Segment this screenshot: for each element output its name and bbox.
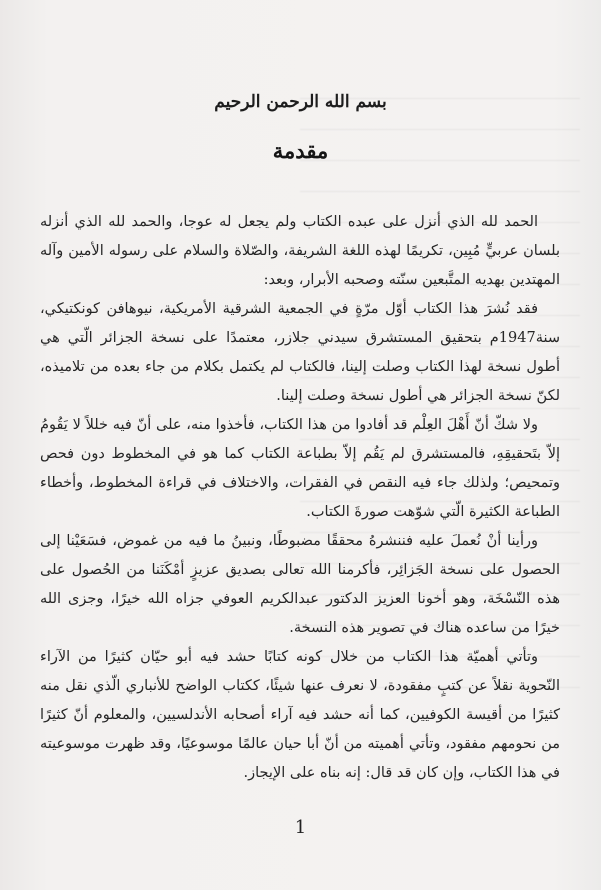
- paragraph: وتأتي أهميّة هذا الكتاب من خلال كونه كتابًا حشد فيه أبو حيّان كثيرًا من الآراء النّحوية نقلاً عن كتبٍ مفقودة، لا نعرف عنها شيئًا، ككتاب الواضح للأنباري الّذي نقل منه كثيرًا من أقيسة الكوفيين، كما أنه حشد فيه آراء أصحابه الأندلسيين، والمعلوم أنّ كثيرًا من نحومهم مفقود، وتأتي أهميته من أنّ أبا حيان عالمًا موسوعيًا، وقد ظهرت موسوعيته في هذا الكتاب، وإن كان قد قال: إنه بناه على الإيجاز.: [40, 649, 560, 781]
- paragraph: ورأينا أنْ نُعملَ عليه فننشرهُ محققًا مضبوطًا، ونبينُ ما فيه من غموض، فسَعَيْنا إلى الحصول على نسخة الجَزائِر، فأكرمنا الله تعالى بصديق عزيزٍ أمْكَنَنا من الحُصول على هذه النّسْخَة، وهو أخونا العزيز الدكتور عبدالكريم العوفي جزاه الله خيرًا، وجزى الله خيرًا من ساعده هناك في تصوير هذه النسخة.: [40, 533, 560, 636]
- paragraph: ولا شكّ أنّ أَهْلَ العِلْم قد أفادوا من هذا الكتاب، فأخذوا منه، على أنّ فيه خللاً لا يَقُومُ إلاّ بتَحقيقِهِ، فالمستشرق لم يَقُم إلاّ بطباعة الكتاب كما هو في المخطوط دون فحص وتمحيص؛ ولذلك جاء فيه النقص في الفقرات، والاختلاف في قراءة المخطوط، وأخطاء الطباعة الكثيرة الّتي شوّهت صورةَ الكتاب.: [40, 417, 560, 520]
- paragraph: فقد نُشرَ هذا الكتاب أوّل مرّةٍ في الجمعية الشرقية الأمريكية، نيوهافن كونكتيكي، سنة1947م بتحقيق المستشرق سيدني جلازر، معتمدًا على نسخة الجزائر الّتي هي أطول نسخة لهذا الكتاب وصلت إلينا، فالكتاب لم يكتمل بكلام من جاء بعده من تلاميذه، لكنّ نسخة الجزائر هي أطول نسخة وصلت إلينا.: [40, 301, 560, 404]
- paragraph: الحمد لله الذي أنزل على عبده الكتاب ولم يجعل له عوجا، والحمد لله الذي أنزله بلسان عربيٍّ مُبِين، تكريمًا لهذه اللغة الشريفة، والصّلاة والسلام على رسوله الأمين وآله المهتدين بهديه المتَّبعين سنّته وصحبه الأبرار، وبعد:: [40, 214, 560, 288]
- basmala-heading: بسم الله الرحمن الرحيم: [214, 92, 387, 112]
- page-number: 1: [294, 817, 307, 838]
- body-text: [40, 208, 560, 788]
- page-title: مقدمة: [272, 138, 329, 163]
